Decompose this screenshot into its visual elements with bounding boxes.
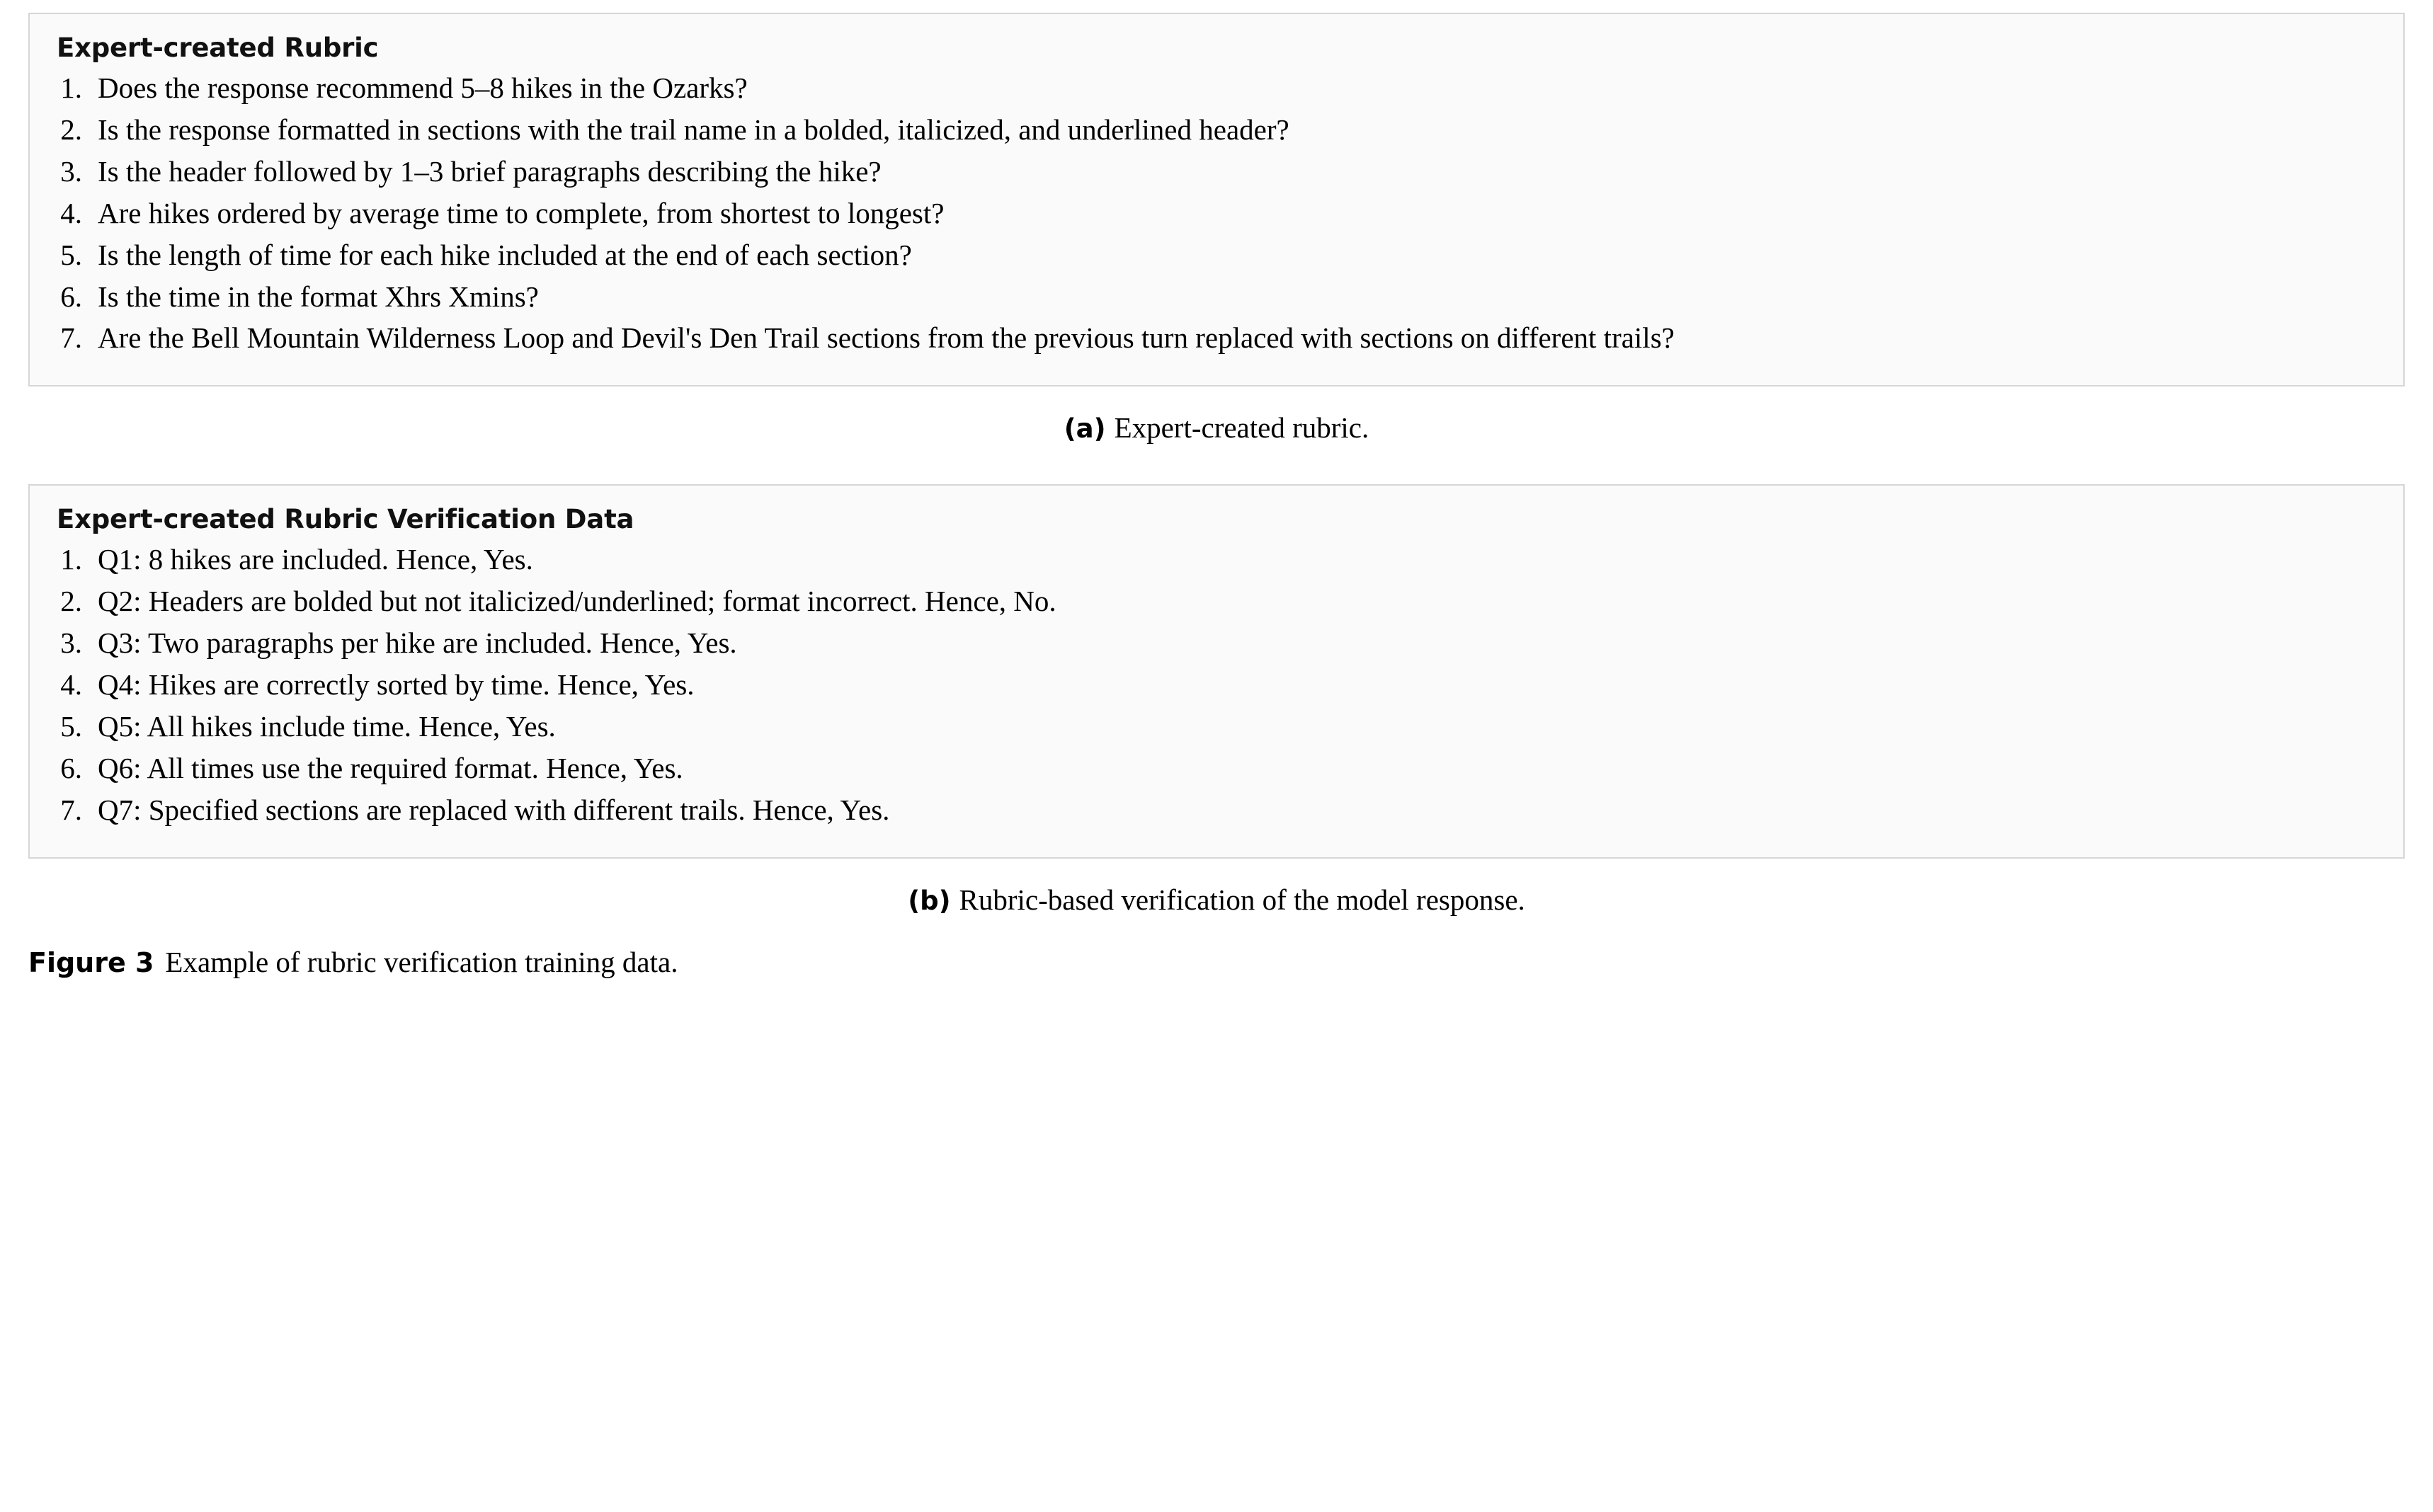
list-item-number: 5.	[60, 709, 82, 743]
list-item	[54, 544, 2379, 576]
subfigure-b-caption-text: Rubric-based verification of the model response.	[959, 883, 1525, 916]
list-item-text: Is the response formatted in sections with the trail name in a bolded, italicized, and underlined header?	[98, 113, 1289, 146]
list-item-text: Q1: 8 hikes are included. Hence, Yes.	[98, 543, 533, 576]
subfigure-a-caption-text: Expert-created rubric.	[1114, 411, 1369, 445]
list-item	[54, 239, 2379, 272]
list-item-number: 7.	[60, 793, 82, 826]
list-item	[54, 585, 2379, 618]
list-item-text: Is the time in the format Xhrs Xmins?	[98, 280, 539, 313]
list-item	[54, 114, 2379, 147]
list-item-number: 4.	[60, 668, 82, 701]
list-item	[54, 197, 2379, 230]
list-item-number: 3.	[60, 154, 82, 188]
list-item-number: 1.	[60, 71, 82, 104]
list-item	[54, 72, 2379, 105]
list-item-text: Is the header followed by 1–3 brief paragraphs describing the hike?	[98, 154, 882, 188]
subfigure-a-label: (a)	[1064, 413, 1106, 445]
list-item-text: Are the Bell Mountain Wilderness Loop and Devil's Den Trail sections from the previous turn replaced with sections on different trails?	[98, 321, 1675, 355]
list-item	[54, 752, 2379, 785]
subfigure-a-caption	[28, 411, 2405, 445]
list-item	[54, 711, 2379, 743]
figure-caption-text: Example of rubric verification training data.	[165, 945, 678, 978]
list-item	[54, 794, 2379, 827]
list-item-text: Does the response recommend 5–8 hikes in the Ozarks?	[98, 71, 748, 104]
panel-spacer	[28, 445, 2405, 484]
subfigure-b-caption	[28, 883, 2405, 917]
list-item	[54, 322, 2379, 355]
list-item-text: Q3: Two paragraphs per hike are included. Hence, Yes.	[98, 626, 737, 660]
list-item-number: 7.	[60, 321, 82, 355]
list-item	[54, 156, 2379, 188]
list-item-text: Q7: Specified sections are replaced with different trails. Hence, Yes.	[98, 793, 890, 826]
rubric-verification-panel	[28, 484, 2405, 858]
list-item-text: Q4: Hikes are correctly sorted by time. Hence, Yes.	[98, 668, 695, 701]
list-item-number: 3.	[60, 626, 82, 660]
figure-caption	[28, 945, 2405, 979]
list-item-text: Q5: All hikes include time. Hence, Yes.	[98, 709, 556, 743]
figure-number: Figure 3	[28, 946, 154, 978]
panel-b-title: Expert-created Rubric Verification Data	[57, 504, 634, 535]
list-item-text: Are hikes ordered by average time to complete, from shortest to longest?	[98, 196, 945, 229]
list-item-number: 4.	[60, 196, 82, 229]
list-item	[54, 669, 2379, 701]
list-item	[54, 281, 2379, 314]
list-item	[54, 627, 2379, 660]
list-item-number: 2.	[60, 113, 82, 146]
list-item-text: Is the length of time for each hike included at the end of each section?	[98, 238, 912, 271]
expert-rubric-panel	[28, 13, 2405, 386]
list-item-text: Q2: Headers are bolded but not italicized/underlined; format incorrect. Hence, No.	[98, 585, 1056, 618]
list-item-number: 6.	[60, 280, 82, 313]
list-item-number: 5.	[60, 238, 82, 271]
subfigure-b-label: (b)	[908, 885, 951, 916]
list-item-number: 1.	[60, 543, 82, 576]
list-item-number: 2.	[60, 585, 82, 618]
list-item-number: 6.	[60, 751, 82, 784]
rubric-question-list	[54, 72, 2379, 355]
verification-list	[54, 544, 2379, 826]
list-item-text: Q6: All times use the required format. Hence, Yes.	[98, 751, 683, 784]
panel-a-title: Expert-created Rubric	[57, 33, 379, 63]
